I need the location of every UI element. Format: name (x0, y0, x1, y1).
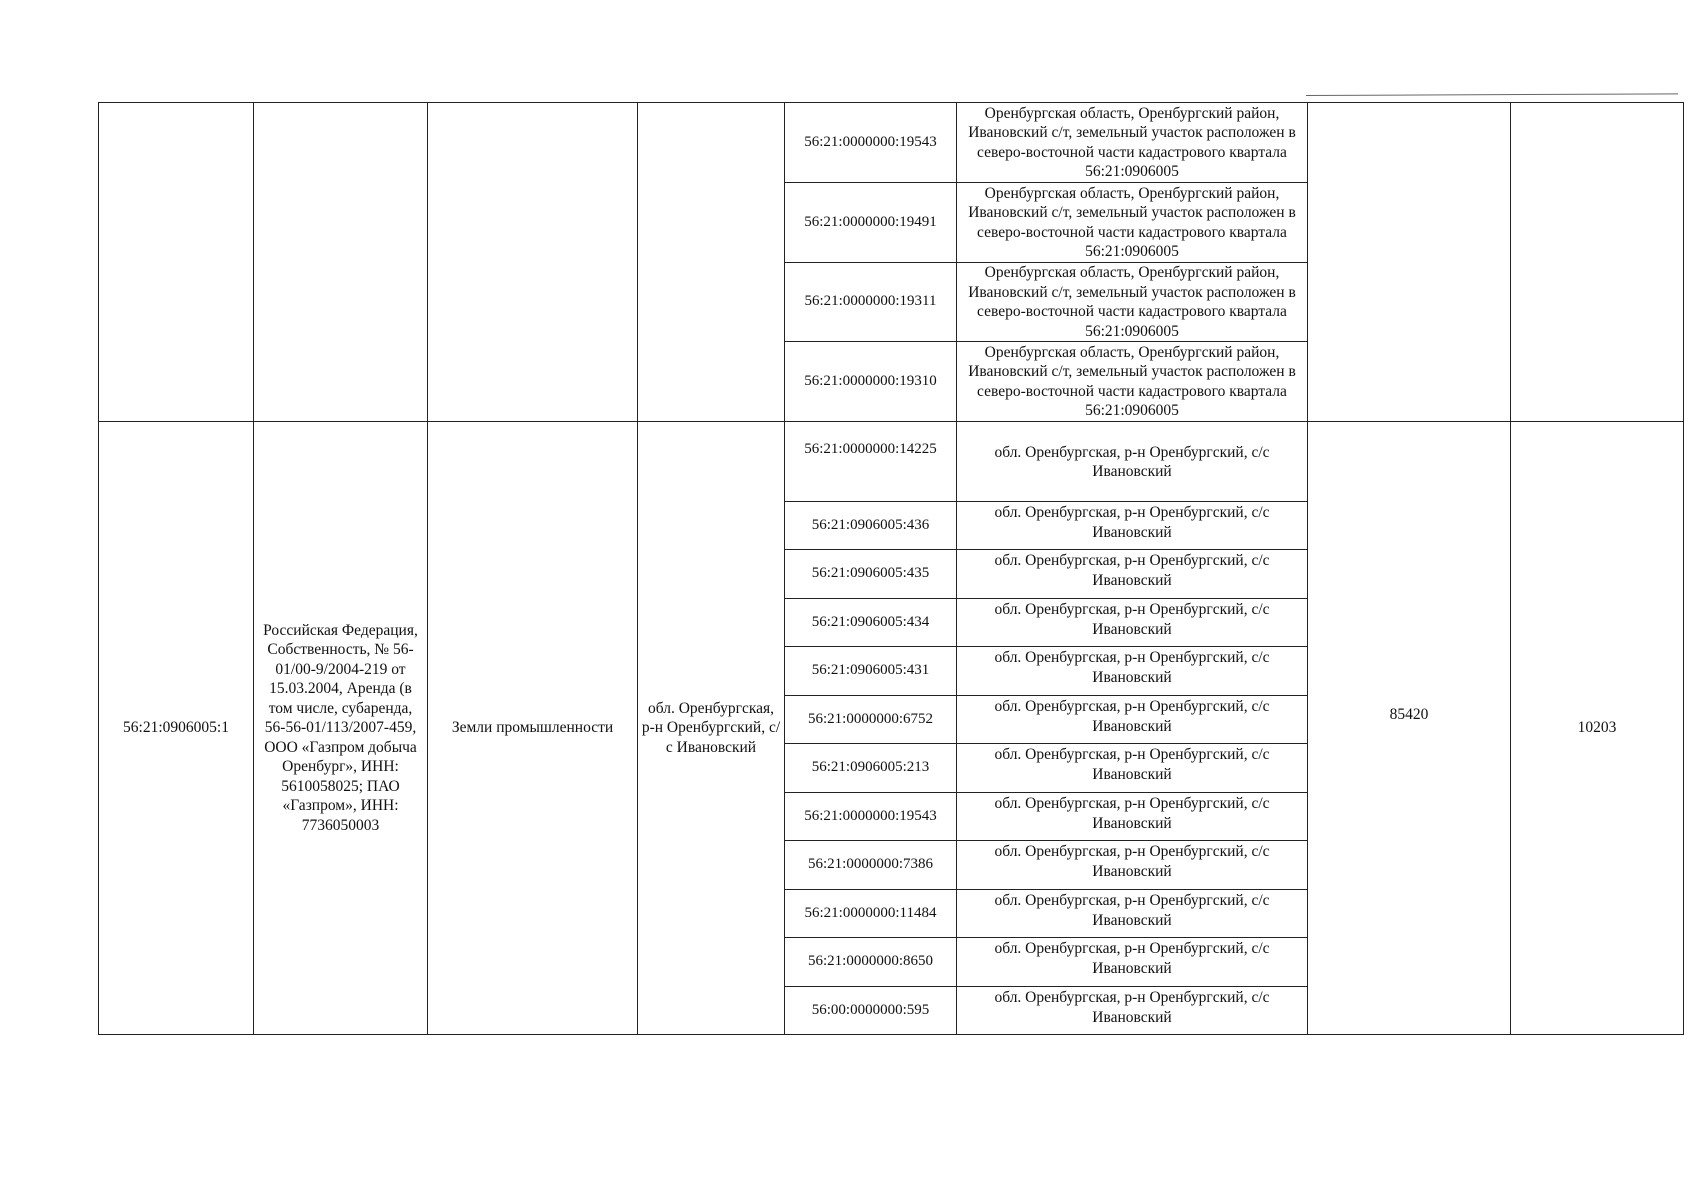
parcel-number: 56:21:0000000:14225 (785, 422, 957, 502)
parcel-address: обл. Оренбургская, р-н Оренбургский, с/с Ивановский (957, 696, 1308, 744)
parcel-number: 56:21:0906005:431 (785, 647, 957, 696)
parcel-number: 56:21:0000000:19310 (785, 342, 957, 422)
parcel-address: обл. Оренбургская, р-н Оренбургский, с/с Ивановский (957, 647, 1308, 696)
empty-cell (1511, 103, 1684, 422)
parcel-number: 56:21:0000000:19543 (785, 793, 957, 841)
parcel-address: обл. Оренбургская, р-н Оренбургский, с/с Ивановский (957, 890, 1308, 938)
owner-rights-cell: Российская Федерация, Собственность, № 56-01/00-9/2004-219 от 15.03.2004, Аренда (в том числе, субаренда, 56-56-01/113/2007-459, ООО «Газпром добыча Оренбург», ИНН: 5610058025; ПАО «Газпром», ИНН: 7736050003 (254, 422, 428, 1035)
parcel-address: обл. Оренбургская, р-н Оренбургский, с/с Ивановский (957, 550, 1308, 599)
parcel-address: Оренбургская область, Оренбургский район, Ивановский с/т, земельный участок расположен в северо-восточной части кадастрового квартала 56:21:0906005 (957, 183, 1308, 263)
parcel-address: обл. Оренбургская, р-н Оренбургский, с/с Ивановский (957, 793, 1308, 841)
land-parcels-table (98, 102, 1684, 1035)
parcel-number: 56:21:0000000:8650 (785, 938, 957, 987)
area-cell: 85420 (1308, 422, 1511, 1035)
top-rule-line (1306, 93, 1678, 96)
parcel-address: обл. Оренбургская, р-н Оренбургский, с/с Ивановский (957, 502, 1308, 550)
empty-cell (99, 103, 254, 422)
value-cell: 10203 (1511, 422, 1684, 1035)
parcel-address: Оренбургская область, Оренбургский район, Ивановский с/т, земельный участок расположен в северо-восточной части кадастрового квартала 56:21:0906005 (957, 263, 1308, 342)
parcel-number: 56:21:0906005:436 (785, 502, 957, 550)
parcel-address: обл. Оренбургская, р-н Оренбургский, с/с Ивановский (957, 987, 1308, 1035)
parcel-number: 56:21:0906005:435 (785, 550, 957, 599)
location-cell: обл. Оренбургская, р-н Оренбургский, с/с Ивановский (638, 422, 785, 1035)
parcel-number: 56:21:0906005:434 (785, 599, 957, 647)
empty-cell (638, 103, 785, 422)
parcel-number: 56:21:0000000:6752 (785, 696, 957, 744)
table-row (99, 103, 1684, 183)
parcel-number: 56:21:0000000:11484 (785, 890, 957, 938)
parcel-number: 56:21:0000000:19311 (785, 263, 957, 342)
parcel-number: 56:21:0906005:213 (785, 744, 957, 793)
parcel-address: обл. Оренбургская, р-н Оренбургский, с/с Ивановский (957, 599, 1308, 647)
parcel-number: 56:00:0000000:595 (785, 987, 957, 1035)
cadastral-number-cell: 56:21:0906005:1 (99, 422, 254, 1035)
parcel-number: 56:21:0000000:19543 (785, 103, 957, 183)
parcel-number: 56:21:0000000:19491 (785, 183, 957, 263)
parcel-address: обл. Оренбургская, р-н Оренбургский, с/с Ивановский (957, 422, 1308, 502)
parcel-address: обл. Оренбургская, р-н Оренбургский, с/с Ивановский (957, 744, 1308, 793)
parcel-address: Оренбургская область, Оренбургский район, Ивановский с/т, земельный участок расположен в северо-восточной части кадастрового квартала 56:21:0906005 (957, 342, 1308, 422)
table-row (99, 422, 1684, 502)
parcel-address: обл. Оренбургская, р-н Оренбургский, с/с Ивановский (957, 938, 1308, 987)
land-category-cell: Земли промышленности (428, 422, 638, 1035)
empty-cell (1308, 103, 1511, 422)
parcel-address: Оренбургская область, Оренбургский район, Ивановский с/т, земельный участок расположен в северо-восточной части кадастрового квартала 56:21:0906005 (957, 103, 1308, 183)
empty-cell (428, 103, 638, 422)
parcel-address: обл. Оренбургская, р-н Оренбургский, с/с Ивановский (957, 841, 1308, 890)
empty-cell (254, 103, 428, 422)
parcel-number: 56:21:0000000:7386 (785, 841, 957, 890)
